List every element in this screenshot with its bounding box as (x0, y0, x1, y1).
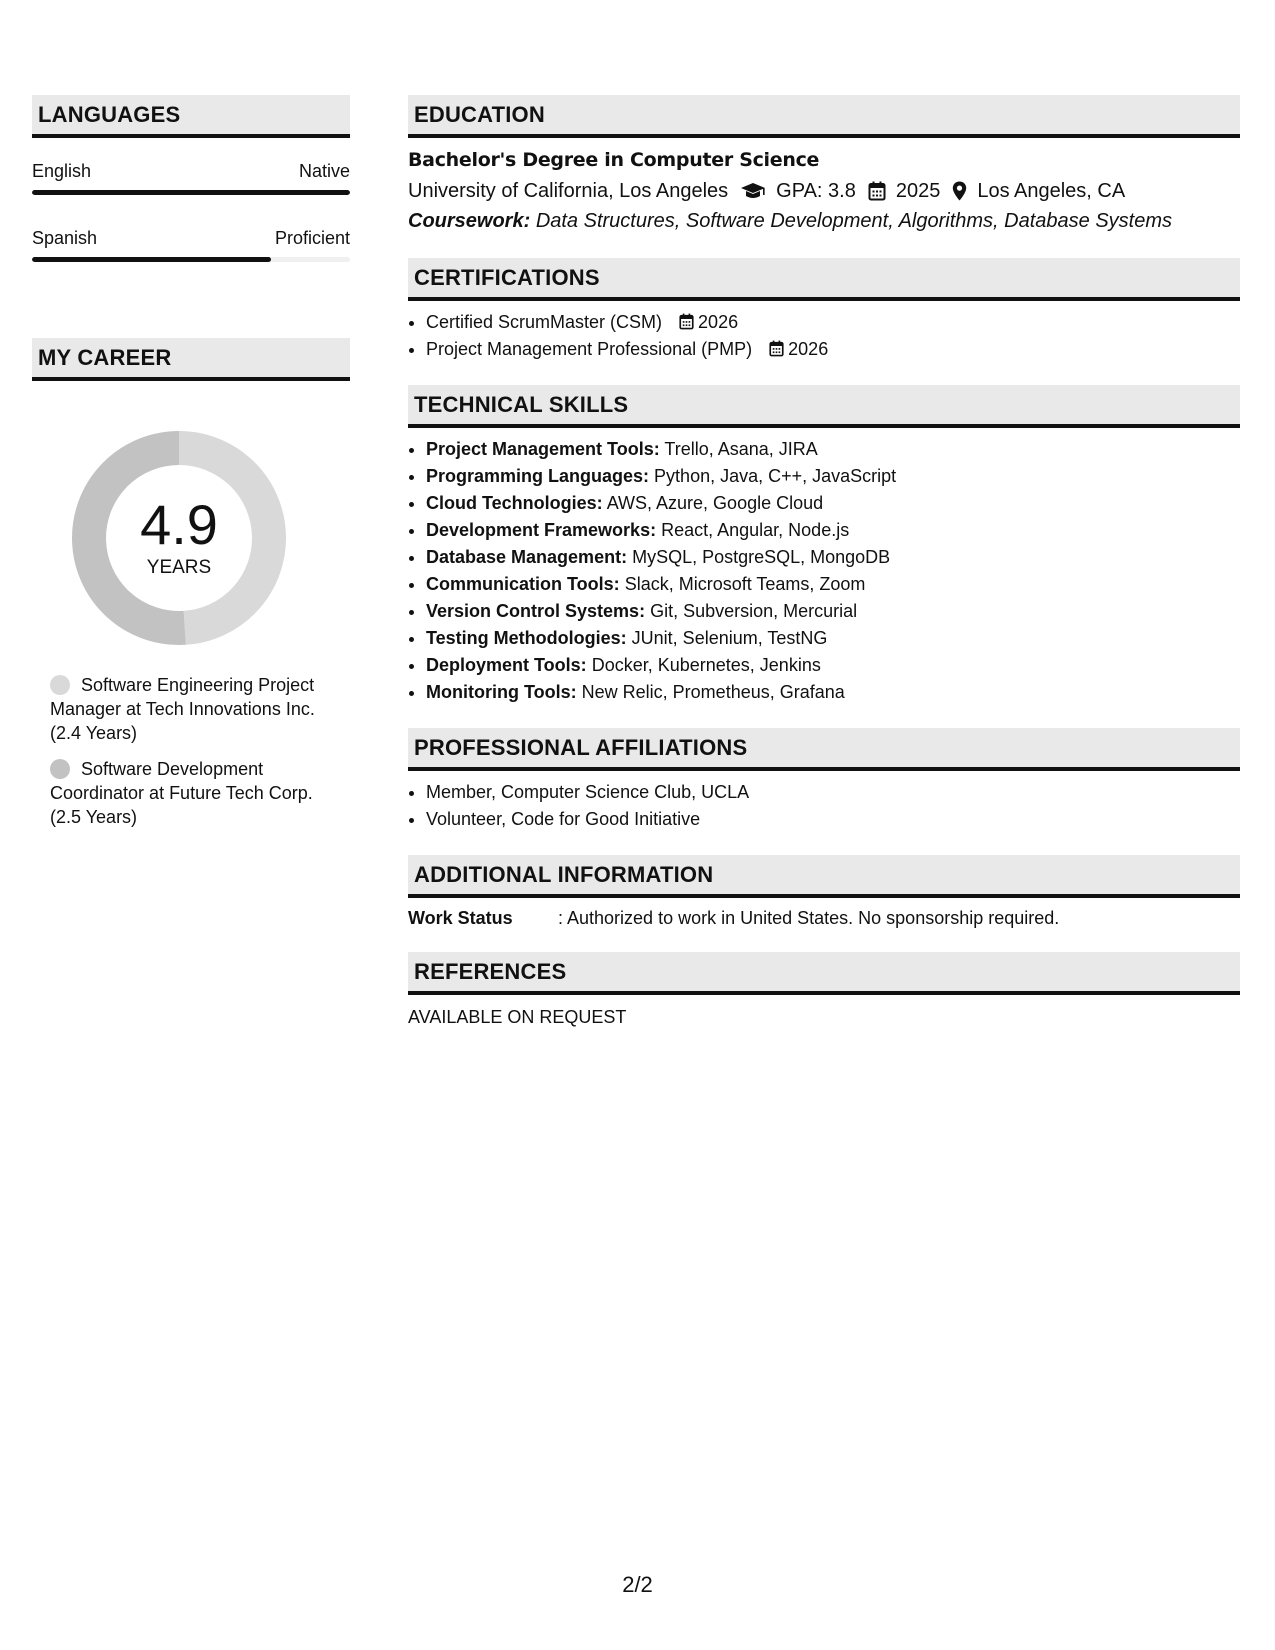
list-item (426, 598, 1240, 625)
certification-year: 2026 (788, 339, 829, 359)
certifications-heading: CERTIFICATIONS (408, 258, 1240, 301)
education-coursework (408, 206, 1240, 236)
career-job-label: Software Development Coordinator at Future Tech Corp. (2.5 Years) (50, 759, 313, 827)
graduation-cap-icon (740, 182, 766, 200)
language-level: Native (298, 161, 350, 181)
language-item (32, 160, 350, 195)
affiliations-heading: PROFESSIONAL AFFILIATIONS (408, 728, 1240, 771)
career-total-unit: YEARS (146, 557, 212, 578)
language-proficiency-bar (32, 190, 350, 195)
skill-value: Docker, Kubernetes, Jenkins (591, 655, 821, 675)
legend-dot-icon (50, 759, 70, 779)
work-status-value: : Authorized to work in United States. No sponsorship required. (558, 908, 1060, 928)
references-section (408, 952, 1240, 1029)
coursework-value: Data Structures, Software Development, Algorithms, Database Systems (535, 210, 1173, 232)
list-item: • Member, Computer Science Club, UCLA (426, 779, 1240, 806)
skill-label: Project Management Tools: (426, 439, 660, 459)
language-level: Proficient (274, 228, 350, 248)
additional-info-heading: ADDITIONAL INFORMATION (408, 855, 1240, 898)
language-proficiency-bar (32, 257, 350, 262)
skill-value: MySQL, PostgreSQL, MongoDB (632, 547, 891, 567)
list-item (426, 336, 1240, 363)
skill-label: Cloud Technologies: (426, 493, 603, 513)
list-item (426, 490, 1240, 517)
legend-dot-icon (50, 675, 70, 695)
references-heading: REFERENCES (408, 952, 1240, 995)
education-location: Los Angeles, CA (977, 180, 1126, 202)
page-number: 2/2 (622, 1572, 653, 1597)
affiliations-section (408, 728, 1240, 833)
calendar-icon (679, 313, 694, 330)
left-column (32, 95, 350, 829)
calendar-icon (868, 181, 886, 201)
list-item (426, 679, 1240, 706)
skills-heading: TECHNICAL SKILLS (408, 385, 1240, 428)
references-text: AVAILABLE ON REQUEST (408, 1007, 627, 1027)
coursework-label: Coursework: (408, 210, 531, 232)
career-legend-item (50, 673, 335, 745)
work-status-label: Work Status (408, 908, 513, 928)
skill-label: Monitoring Tools: (426, 682, 577, 702)
career-heading: MY CAREER (32, 338, 350, 381)
skill-label: Programming Languages: (426, 466, 650, 486)
right-column (408, 95, 1240, 1051)
language-name: Spanish (32, 228, 98, 248)
certification-name: Project Management Professional (PMP) (426, 339, 753, 359)
list-item (426, 517, 1240, 544)
skill-value: Git, Subversion, Mercurial (650, 601, 858, 621)
affiliations-list (408, 779, 1240, 833)
career-legend-item (50, 757, 335, 829)
certification-name: Certified ScrumMaster (CSM) (426, 312, 663, 332)
language-name: English (32, 161, 92, 181)
language-item (32, 227, 350, 262)
calendar-icon (769, 340, 784, 357)
work-status-row (408, 906, 1240, 930)
career-job-label: Software Engineering Project Manager at Tech Innovations Inc. (2.4 Years) (50, 675, 315, 743)
skill-label: Testing Methodologies: (426, 628, 627, 648)
education-heading: EDUCATION (408, 95, 1240, 138)
education-year: 2025 (895, 180, 941, 202)
skill-label: Version Control Systems: (426, 601, 646, 621)
language-proficiency-fill (32, 190, 350, 195)
list-item (426, 625, 1240, 652)
career-total-value: 4.9 (140, 493, 218, 556)
skill-value: New Relic, Prometheus, Grafana (581, 682, 845, 702)
skills-section (408, 385, 1240, 706)
list-item (426, 571, 1240, 598)
education-section (408, 95, 1240, 236)
list-item (426, 309, 1240, 336)
list-item (426, 652, 1240, 679)
career-section (32, 338, 350, 829)
skill-value: React, Angular, Node.js (661, 520, 850, 540)
education-degree: Bachelor's Degree in Computer Science (408, 149, 820, 171)
languages-heading: LANGUAGES (32, 95, 350, 138)
skill-value: Python, Java, C++, JavaScript (654, 466, 897, 486)
certification-year: 2026 (698, 312, 739, 332)
skill-value: Slack, Microsoft Teams, Zoom (624, 574, 866, 594)
skill-label: Development Frameworks: (426, 520, 657, 540)
list-item (426, 463, 1240, 490)
skill-label: Communication Tools: (426, 574, 620, 594)
education-school: University of California, Los Angeles (408, 180, 729, 202)
skill-label: Database Management: (426, 547, 628, 567)
list-item: • Volunteer, Code for Good Initiative (426, 806, 1240, 833)
list-item (426, 436, 1240, 463)
list-item (426, 544, 1240, 571)
career-donut-chart (66, 425, 292, 651)
skill-value: AWS, Azure, Google Cloud (606, 493, 824, 513)
location-pin-icon (952, 181, 967, 201)
skill-value: Trello, Asana, JIRA (664, 439, 818, 459)
additional-info-section (408, 855, 1240, 930)
language-proficiency-fill (32, 257, 271, 262)
certifications-list (408, 309, 1240, 363)
certifications-section (408, 258, 1240, 363)
skill-label: Deployment Tools: (426, 655, 587, 675)
education-gpa: GPA: 3.8 (776, 180, 856, 202)
skill-value: JUnit, Selenium, TestNG (631, 628, 828, 648)
education-details (408, 176, 1240, 206)
skills-list (408, 436, 1240, 706)
